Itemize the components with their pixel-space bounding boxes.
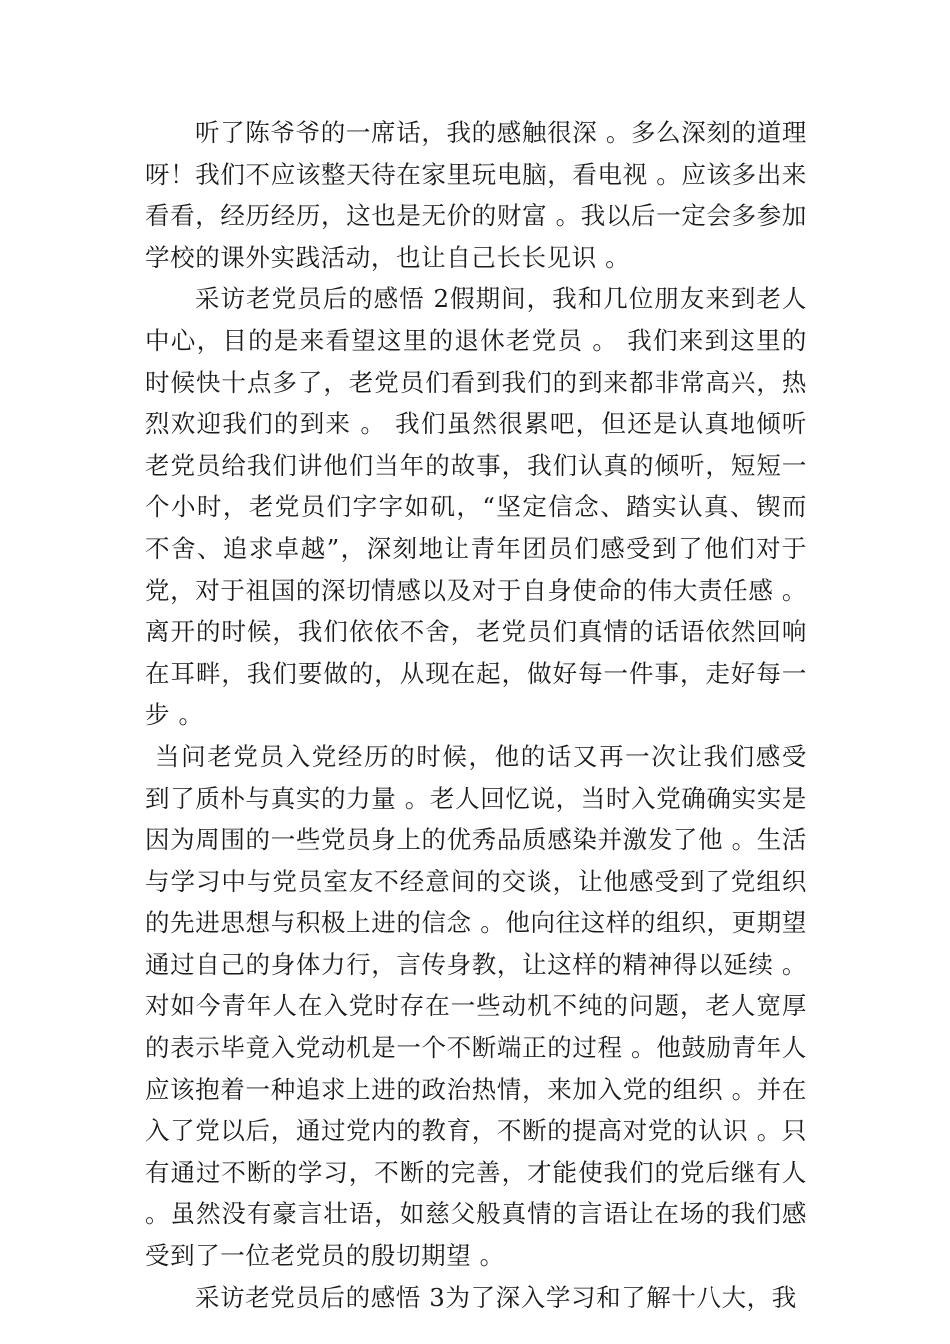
paragraph-4: 采访老党员后的感悟 3为了深入学习和了解十八大，我 <box>195 1282 797 1312</box>
paragraph-2: 采访老党员后的感悟 2假期间，我和几位朋友来到老人中心，目的是来看望这里的退休老党员 。 我们来到这里的时候快十点多了，老党员们看到我们的到来都非常高兴，热烈欢迎我们的到来 。 我们虽然很累吧，但还是认真地倾听老党员给我们讲他们当年的故事，我们认真的倾听，短短一个小时，老党员们字字如矶，“坚定信念、踏实认真、锲而不舍、追求卓越”，深刻地让青年团员们感受到了他们对于党，对于祖国的深切情感以及对于自身使命的伟大责任感 。离开的时候，我们依依不舍，老党员们真情的话语依然回响在耳畔，我们要做的，从现在起，做好每一件事，走好每一步 。 <box>145 284 807 730</box>
document-body <box>145 112 807 1318</box>
paragraph-3: 当问老党员入党经历的时候，他的话又再一次让我们感受到了质朴与真实的力量 。老人回忆说，当时入党确确实实是因为周围的一些党员身上的优秀品质感染并激发了他 。生活与学习中与党员室友不经意间的交谈，让他感受到了党组织的先进思想与积极上进的信念 。他向往这样的组织，更期望通过自己的身体力行，言传身教，让这样的精神得以延续 。对如今青年人在入党时存在一些动机不纯的问题，老人宽厚的表示毕竟入党动机是一个不断端正的过程 。他鼓励青年人应该抱着一种追求上进的政治热情，来加入党的组织 。并在入了党以后，通过党内的教育，不断的提高对党的认识 。只有通过不断的学习，不断的完善，才能使我们的党后继有人 。虽然没有豪言壮语，如慈父般真情的言语让在场的我们感受到了一位老党员的殷切期望 。 <box>145 741 807 1271</box>
paragraph-1: 听了陈爷爷的一席话，我的感触很深 。多么深刻的道理呀！我们不应该整天待在家里玩电脑，看电视 。应该多出来看看，经历经历，这也是无价的财富 。我以后一定会多参加学校的课外实践活动，也让自己长长见识 。 <box>145 118 807 272</box>
